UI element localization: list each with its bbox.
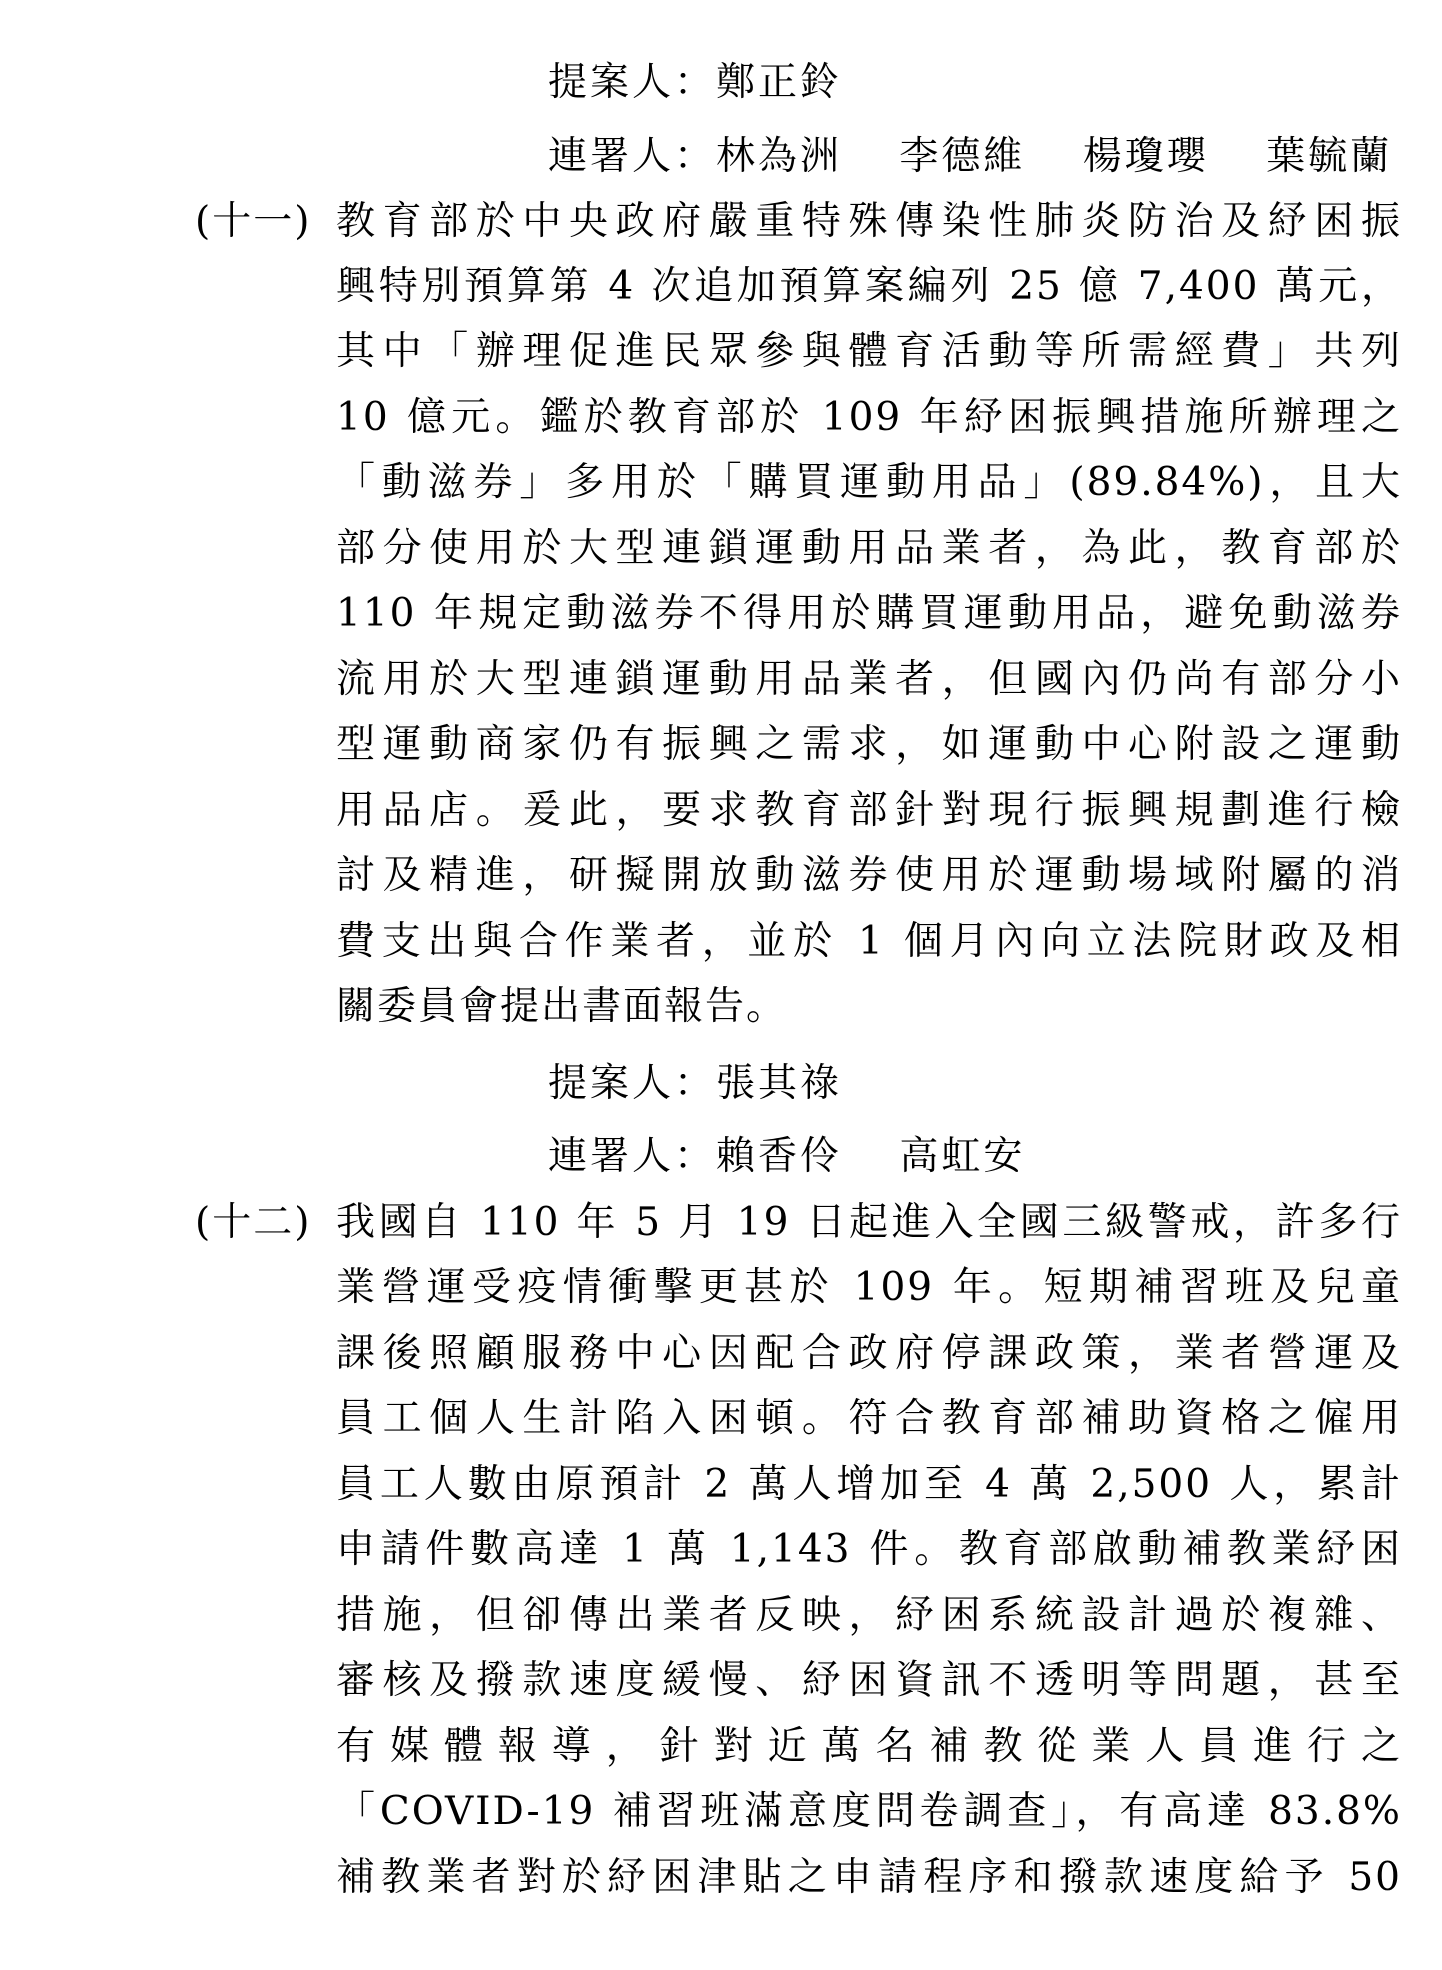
paragraph-line: 討及精進，研擬開放動滋券使用於運動場域附屬的消 xyxy=(336,853,1402,898)
proposer-line: 提案人：張其祿 xyxy=(548,1061,843,1106)
paragraph-line: 部分使用於大型連鎖運動用品業者，為此，教育部於 xyxy=(336,526,1402,571)
paragraph-line: 審核及撥款速度緩慢、紓困資訊不透明等問題，甚至 xyxy=(336,1658,1402,1703)
paragraph-line: 「COVID-19 補習班滿意度問卷調查」，有高達 83.8% xyxy=(336,1789,1402,1834)
paragraph-line: 員工人數由原預計 2 萬人增加至 4 萬 2,500 人，累計 xyxy=(336,1462,1402,1507)
paragraph-line: 「動滋券」多用於「購買運動用品」(89.84%)，且大 xyxy=(336,460,1402,505)
paragraph-line: 有媒體報導，針對近萬名補教從業人員進行之 xyxy=(336,1724,1402,1769)
paragraph-line: 興特別預算第 4 次追加預算案編列 25 億 7,400 萬元， xyxy=(336,264,1402,309)
paragraph-line: 流用於大型連鎖運動用品業者，但國內仍尚有部分小 xyxy=(336,657,1402,702)
cosigners-line: 連署人：林為洲 李德維 楊瓊瓔 葉毓蘭 xyxy=(548,134,1393,179)
paragraph-line: 補教業者對於紓困津貼之申請程序和撥款速度給予 50 xyxy=(336,1855,1402,1900)
item-12-marker: (十二) xyxy=(195,1200,312,1245)
paragraph-line: 課後照顧服務中心因配合政府停課政策，業者營運及 xyxy=(336,1331,1402,1376)
paragraph-line: 關委員會提出書面報告。 xyxy=(336,984,788,1029)
paragraph-line: 員工個人生計陷入困頓。符合教育部補助資格之僱用 xyxy=(336,1396,1402,1441)
paragraph-line: 教育部於中央政府嚴重特殊傳染性肺炎防治及紓困振 xyxy=(336,199,1402,244)
paragraph-line: 型運動商家仍有振興之需求，如運動中心附設之運動 xyxy=(336,722,1402,767)
paragraph-line: 用品店。爰此，要求教育部針對現行振興規劃進行檢 xyxy=(336,788,1402,833)
cosigners-line: 連署人：賴香伶 高虹安 xyxy=(548,1134,1026,1179)
paragraph-line: 費支出與合作業者，並於 1 個月內向立法院財政及相 xyxy=(336,919,1402,964)
paragraph-line: 110 年規定動滋券不得用於購買運動用品，避免動滋券 xyxy=(336,591,1402,636)
paragraph-line: 業營運受疫情衝擊更甚於 109 年。短期補習班及兒童 xyxy=(336,1265,1402,1310)
paragraph-line: 我國自 110 年 5 月 19 日起進入全國三級警戒，許多行 xyxy=(336,1200,1402,1245)
paragraph-line: 申請件數高達 1 萬 1,143 件。教育部啟動補教業紓困 xyxy=(336,1527,1402,1572)
proposer-line: 提案人：鄭正鈴 xyxy=(548,60,843,105)
item-11-marker: (十一) xyxy=(195,199,312,244)
paragraph-line: 其中「辦理促進民眾參與體育活動等所需經費」共列 xyxy=(336,329,1402,374)
paragraph-line: 措施，但卻傳出業者反映，紓困系統設計過於複雜、 xyxy=(336,1593,1402,1638)
paragraph-line: 10 億元。鑑於教育部於 109 年紓困振興措施所辦理之 xyxy=(336,395,1402,440)
